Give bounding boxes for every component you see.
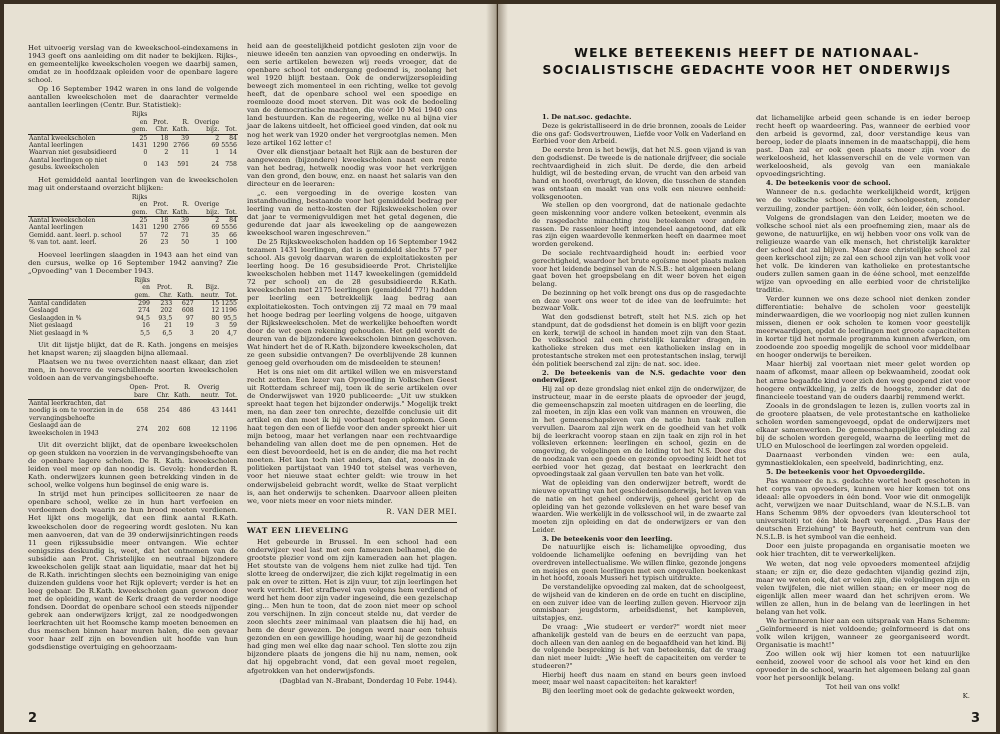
paragraph: De sociale rechtvaardigheid houdt in: eerbied voor gerechtigheid, waardoor het brute egoïsme moet plaats maken voor het leidende beginsel van de N.S.B.: het algemeen belang gaat boven het groepsbelang en dit weer boven het eigen belang. [532, 249, 746, 289]
table-header-row [28, 194, 238, 217]
paragraph: Deze is gekristalliseerd in de drie bronnen, zooals de Leider die ons gaf: Godsvertrouwen, Liefde voor Volk en Vaderland en Eerbied voor den Arbeid. [532, 121, 746, 146]
left-page [4, 4, 497, 732]
table-cell: 15 [195, 299, 220, 307]
table-cell: 100 [225, 239, 237, 247]
article-title: WAT EEN LIEVELING [247, 525, 349, 535]
paragraph: De verstandelijke opvoeding zal maken, dat de schoolgeest, de wijsheid van de kinderen en de orde en tucht en discipline, en een zuiver idee van de leerling zullen geven. Hiervoor zijn onmisbaar: jeugdstorm, arbeidsdienst, het kampleven, uitstapjes, enz. [532, 583, 746, 623]
statistics-table-2 [28, 194, 238, 247]
table-cell: 95,5 [223, 314, 237, 322]
table-cell: 254 [149, 400, 170, 423]
paragraph: Daarnaast verbonden vinden we: een aula, gymnastieklokalen, een speelveld, badinrichting, enz. [756, 450, 970, 467]
table-cell: Niet geslaagd in % [29, 329, 89, 337]
table-cell: 591 [177, 160, 190, 168]
table-cell: 93,5 [158, 314, 173, 322]
table-cell: 59 [229, 322, 237, 330]
table-cell: Aantal leerlingen [29, 224, 84, 232]
table-cell: 1441 [220, 400, 238, 423]
paragraph: We weten, dat nog vele opvoeders momenteel afzijdig staan; er zijn er, die deze gedachten vijandig gezind zijn, maar we weten ook, dat er velen zijn, die volgelingen zijn en velen twijfelen, die niet willen staan; en er meer nog de eigenlijk allen meer waard dan het schrijven erom. We willen ze allen, hun in de belang van de leerlingen in het belang van het volk. [756, 559, 970, 616]
table-cell: 69 [211, 142, 220, 149]
paragraph: We stellen op den voorgrond, dat de nationale gedachte geen miskenning voor andere volken beteekent, evenmin als de rasgedachte minachting zou beteekenen voor andere rassen. De rassenleer heeft integendeel aangetoond, dat elk ras zijn eigen waardevolle kenmerken heeft en daarmee moet worden gerekend. [532, 201, 746, 249]
table-cell: 5556 [221, 224, 237, 232]
table-header: R. Kath. [176, 284, 194, 299]
table-cell: 2 [190, 216, 220, 224]
paragraph: heid aan de geestelijkheid potdicht gesloten zijn voor de nieuwe ideeën ten aanzien van opvoeding en onderwijs. In een serie artikelen bewezen wij reeds vroeger, dat de openbare school tot ondergang gedoemd is, zoolang het wel 1920 blijft bestaan. Ook de onderwijzersopleiding beweegt zich momenteel in een richting, welke tot gevolg heeft, dat de openbare school wel een spoedige en roemlooze dood moet sterven. Dit was ook de bedoeling van de democratische machten, die vóór 10 Mei 1940 ons land bestuurden. Kan de regeering, welke nu al bijna vier jaar de lakens uitdeelt, het officieel goed vinden, dat ook nu nog het werk van 1920 onder het vergrootglas nemen. Men leze artikel 162 letter c! [247, 42, 458, 147]
table-cell: 25 [125, 216, 149, 224]
paragraph: Uit dit lijstje blijkt, dat de R. Kath. jongens en meisjes het knapst waren; zij slaagden bijna allemaal. [28, 340, 238, 357]
table-header [28, 277, 125, 300]
paragraph: Maar hierbij zal voortaan niet meer gelet worden op naam of afkomst, maar alleen op bekwaamheid, zoodat ook het arme begaafde kind voor zich den weg geopend ziet voor hoogere ontwikkeling, ja zelfs de hoogste, zonder dat de financieele toestand van de ouders daarbij remmend werkt. [756, 360, 970, 401]
right-page [498, 4, 996, 732]
table-cell: 84 [220, 134, 238, 142]
table-header: R. Kath. [172, 201, 190, 216]
paragraph: Hierbij heeft dus naam en stand en beurs geen invloed meer, maar wel naast capaciteiten: het karakter! [532, 670, 746, 687]
table-cell: 5,5 [140, 329, 150, 337]
table-cell: 66 [229, 231, 237, 239]
table-cell: 25 [125, 134, 149, 142]
table-header: Rijks en gem. [131, 111, 148, 134]
table-cell: 12 [211, 425, 220, 433]
table-cell: 24 [211, 160, 220, 168]
table-header: Prot. Chr. [154, 384, 170, 399]
table-cell: 23 [160, 239, 169, 247]
table-row [28, 299, 238, 307]
table-cell: Geslaagd aan de kweekscholen in 1943 [29, 422, 99, 437]
paragraph: Volgens de grondslagen van den Leider, moeten we de volksche school niet als een proefneming zien, maar als de gewone, de natuurlijke, en wij hebben voor ons volk van de religieuze waarde van elk mensch, het christelijk karakter der school dat zal blijven. Maar deze christelijke school zal geen kerkschool zijn; ze zal een school zijn van het volk voor het volk. De kinderen van katholieke en protestantsche ouders zullen samen gaan in de ééne school, met eenzelfde wijze van opvoeding en alle eerbied voor de christelijke traditie. [756, 213, 970, 294]
table-cell: 39 [169, 216, 190, 224]
table-cell: 50 [181, 239, 190, 247]
table-cell: % van tot. aant. leerl. [29, 239, 97, 247]
table-row [28, 330, 238, 337]
table-cell: 20 [211, 329, 220, 337]
table-header [28, 194, 125, 217]
table-header [28, 111, 125, 134]
article-body: Het gebeurde in Brussel. In een school had een onderwijzer veel last met een fameuzen belhamel, die de grootste plezier vond om zijn kameraden aan het plagen. Het stoutste van de volgens hem niet zulke had tijd. Ten slotte kreeg de onderwijzer, die zich kijkt regelmatig in een pak en over te zitten. Het is zijn vuur, tot zijn leerlingen het werk verricht. Het strafbevel van volgens hem verdiend of werd het hem door zijn vader ingeseind, die een gezelschap ging... Men hun te toon, dat de zoon niet meer op school zou verschijnen. In zijn conceut stelde nu, dat verder de zoon slechts zeer minimaal van plaatsen die hij had, en hem de deur gewezen. De jongen werd naar een tehuis gezonden en een gewillige houding, waar hij de gezondheid had ging men wel elke dag naar school. Ten slotte zou zijn bijzondere plaats de jongens die hij nu nam, nemen, ook dat hij opgebracht vond, dat een geval moet regelen, afgetrokken van het onderwijsfonds. [247, 537, 457, 675]
table-cell: 1290 [152, 142, 169, 149]
table-cell: 43 [192, 400, 221, 423]
table-cell: Aantal candidaten [28, 299, 125, 307]
table-header: Tot. [225, 208, 237, 216]
paragraph: De eerste bron is het bewijs, dat het N.S. geen vijand is van den godsdienst. De tweede is de nationale drijfveer, die sociale rechtvaardigheid in zich sluit. De derde, die den arbeid huldigt, wil de besteding ervan, de vrucht van den arbeid van hand en hoofd, overbrugt, de kloven, die tusschen de standen was ontstaan en maakt van ons volk een nieuwe eenheid: volksgenooten. [532, 146, 746, 201]
table-cell: 274 [138, 307, 150, 315]
paragraph: Hoeveel leerlingen slaagden in 1943 aan het eind van den cursus, welke op 16 September 1942 aanving? Zie „Opvoeding" van 1 December 1943. [28, 250, 238, 275]
table-cell: 143 [156, 160, 169, 168]
paragraph: De vraag: „Wie studeert er verder?" wordt niet meer afhankelijk gesteld van de beurs en de eerzucht van papa, doch alleen van den aanleg en de begaafdheid van het kind. Bij de volgende bespreking is het van beteekenis, dat de vraag dan niet meer luidt: „Wie heeft de capaciteiten om verder te studeeren?" [532, 623, 746, 670]
paragraph: Wat de opleiding van den onderwijzer betreft, wordt de nieuwe opvatting van het geschiedenisonderwijs, het leven van de natie en het geheel onderwijs, geheel gericht op de opleiding van het gezonde volksleven en het ware besef van waarden. Wie werkelijk in de volksschool wil, in de zwaarte zal moeten zijn opleiding en dat de onderwijzers er van den Leider. [532, 479, 746, 534]
article-divider [247, 522, 457, 523]
table-cell: 202 [160, 307, 173, 315]
table-header-row [28, 384, 238, 399]
table-row [28, 307, 238, 314]
table-cell: Gemidd. aant. leerl. p. school [29, 231, 122, 239]
left-column-1 [28, 44, 238, 652]
right-column-2 [756, 114, 970, 700]
table-header: Tot. [225, 126, 237, 134]
table-header: Rijks en gem. [134, 276, 150, 299]
table-cell: 57 [139, 231, 148, 239]
table-row [28, 400, 238, 423]
table-row [28, 157, 238, 172]
table-cell: 26 [139, 239, 148, 247]
table-cell: 21 [164, 322, 173, 330]
table-cell: 758 [225, 160, 237, 168]
table-cell: 5556 [221, 142, 237, 149]
page-number-left: 2 [28, 711, 38, 726]
table-cell: 233 [151, 299, 173, 307]
paragraph: Het is ons niet om dit artikel willen we en misverstand recht zetten. Een lezer van Opvoeding in Volkschen Geest uit Rotterdam schreef mij, toen ik de serie artikelen over de Onderwijswet van 1920 publiceerde: „Uit uw stukken spreekt haat tegen het bijzonder onderwijs." Mogelijk trekt men, na dan zeer ten onrechte, dezelfde conclusie uit dit artikel en dan moet ik bij voorbaat tegen opkomen. Geen haat tegen den een of liefde voor den ander spreekt hier uit mijn betoog, maar het verlangen naar een rechtvaardige behandeling van allen doet me de pen opnemen. Het de een diest bevoordeeld, het is en de ander, die ma het recht moeten. Het kan toch niet anders, dan dat, zooals in de politieken partijstaat van 1940 tot stelsel was verheven, voor het nieuwe staat echter geldt: wie trouw in het onderwijsbeleid gebracht wordt, welke de Staat verplicht is, aan het onderwijs te schenken. Daarvoor alleen pleiten we, voor niets meer en voor niets minder. [247, 367, 457, 505]
statistics-table-1 [28, 111, 238, 171]
table-cell: 84 [220, 216, 238, 224]
table-cell: 6,5 [162, 329, 173, 337]
table-cell: 1196 [221, 425, 237, 433]
table-row [28, 134, 238, 142]
table-row [28, 142, 238, 149]
table-cell: 608 [178, 425, 191, 433]
table-cell: 274 [136, 425, 149, 433]
table-header: Tot. [225, 291, 237, 299]
table-cell: 1431 [131, 142, 148, 149]
table-header: Bijz. neutr. [200, 284, 220, 299]
table-cell: 0 [143, 160, 148, 168]
table-cell: 0 [143, 149, 148, 157]
table-cell: Aantal kweekscholen [28, 134, 125, 142]
paragraph: Het gemiddeld aantal leerlingen van de kweekscholen mag uit onderstaand overzicht blijken: [28, 175, 238, 192]
table-cell: 14 [229, 149, 237, 157]
section-heading: 3. De beteekenis voor den leerling. [542, 534, 673, 543]
intro-paragraph: Het uitvoerig verslag van de kweekschool-eindexamens in 1943 geeft ons aanleiding om dit nader te bekijken. Rijks-, en gemeentelijke kweekscholen voegen we daarbij samen, omdat ze in hoofdzaak opleiden voor de openbare lagere school. [28, 44, 238, 85]
table-row [28, 322, 238, 329]
table-row [28, 224, 238, 231]
paragraph: Zooals in de grondslagen te lezen is, zullen voorts zal in de grootere plaatsen, de vele protestantsche en katholieke scholen worden samengevoegd, opdat de onderwijzers met elkaar samenwerken. De gemeenschappelijke opleiding zal bij de scholen worden geregeld, waarna de leerling met de ULO en Muloschool de leerlingen zal worden opgeleid. [756, 401, 970, 450]
table-cell: 1196 [221, 307, 237, 315]
table-cell: 299 [125, 299, 151, 307]
table-cell: 1 [215, 239, 220, 247]
table-header: Prot. Chr. [153, 118, 169, 134]
table-header-row [28, 277, 238, 300]
table-cell: 3 [215, 322, 220, 330]
right-column-1 [532, 114, 746, 697]
table-cell: 72 [160, 231, 169, 239]
table-cell: 94,5 [136, 314, 150, 322]
table-cell: 1290 [152, 224, 169, 232]
paragraph: We herinneren hier aan een uitspraak van Hans Schemm: „Geïnformeerd is niet voldoende; geïnformeerd is dat ons volk wilen krijgen, wanneer ze georganiseerd wordt. Organisatie is macht!" [756, 616, 970, 649]
table-cell: 69 [211, 224, 220, 232]
table-cell: 71 [181, 231, 190, 239]
table-cell: Geslaagd [29, 307, 59, 315]
table-row [28, 315, 238, 322]
table-cell: Waarvan niet gesubsidieerd [29, 149, 117, 157]
table-header: Open-bare [129, 384, 149, 399]
section-heading: 5. De beteekenis voor het Opvoedergilde. [766, 468, 926, 477]
paragraph: Wanneer de n.s. gedachte werkelijkheid wordt, krijgen we de volksche school, zonder schoolgeesten, zonder verzuiling, zonder partijen: één volk, één leider, één school. [756, 188, 970, 213]
paragraph: De bezinning op het volk brengt ons dus op de rasgedachte en deze voert ons weer tot de idee van de leefruimte: het bezwaar Volk. [532, 288, 746, 313]
table-header: Prot. Chr. [153, 201, 169, 216]
table-row [28, 232, 238, 239]
table-cell: 658 [125, 400, 150, 423]
table-cell: 97 [185, 314, 194, 322]
article-headline: WELKE BETEEKENIS HEEFT DE NATIONAAL-SOCIALISTISCHE GEDACHTE VOOR HET ONDERWIJS [542, 45, 952, 77]
author-initial: K. [962, 692, 970, 701]
paragraph: De natuurlijke eisch is: lichamelijke opvoeding, dus voldoende lichamelijke oefening en bevrijding van het overdreven intellectualisme. We willen flinke, gezonde jongens en meisjes en geen leerlingen met een ongevallen boekenkast in het hoofd, zooals Musseri het typisch uitdrukte. [532, 543, 746, 583]
paragraph: Zoo willen ook wij hier komen tot een natuurlijke eenheid, zoowel voor de school als voor het kind en den opvoeder in de school, waarin het algemeen belang zal gaan voor het persoonlijk belang. [756, 650, 970, 683]
paragraph: Over elk dienstjaar betaalt het Rijk aan de besturen der aangewezen (bijzondere) kweekscholen naast een rente van het bedrag, hetwelk noodig was voor het verkrijgen van den grond, den bouw, enz. en naast het salaris van den directeur en de leeraren: [247, 147, 457, 188]
table-header: Rijks en gem. [131, 193, 148, 216]
table-cell: 1 [215, 149, 220, 157]
paragraph: Hij zal op deze grondslag niet enkel zijn de onderwijzer, de instructeur, maar in de eerste plaats de opvoeder der jeugd, die gemeenschapszin zal moeten uitdragen en de leerling, die zal moeten, in zijn klas een volk van mannen en vrouwen, die in het gemeenschapsleven van de natie hun taak zullen vervullen. Daarom zal zijn werk en de goedheid van het volk bij de leerkracht voorop staan en zijn taak en zijn rol in het volksleven erkennen: leerlingen en school, gezin en de omgeving, de volgelingen en de leiding tot het N.S. Door dus de noodzaak van een goede en gezonde opvoeding leidt het tot eerbied voor het gezag, dat bestaat en leerkracht den opvoedingstaak zal gaan vervullen ten bate van het volk. [532, 385, 746, 479]
paragraph: Bij den leerling moet ook de gedachte gekweekt worden, [542, 687, 735, 696]
table-cell: 627 [173, 299, 195, 307]
table-cell: 3 [189, 329, 194, 337]
table-cell: 202 [157, 425, 170, 433]
page-number-right: 3 [970, 711, 980, 726]
table-header: Overige bijz. [194, 118, 220, 134]
table-cell: 486 [171, 400, 192, 423]
author-signature: R. VAN DER MEI. [386, 507, 457, 516]
table-cell: 608 [181, 307, 194, 315]
table-cell: Aantal leerlingen op niet gesubs. kweekscholen [29, 156, 107, 172]
table-cell: Aantal leerlingen [29, 142, 84, 149]
table-cell: 2766 [173, 224, 190, 232]
paragraph: Verder kunnen we ons deze school niet denken zonder differentiatie: behalve de scholen voor geestelijk minderwaardigen, die we voorloopig nog niet zullen kunnen missen, dienen er ook scholen te komen voor geestelijk meerwaardigen, opdat de leerlingen met groote capaciteiten in korter tijd het normale programma kunnen afwerken, om zoodoende zoo spoedig mogelijk de school voor middelbaar en hooger onderwijs te bereiken. [756, 295, 970, 360]
closing-salute: Tot heil van ons volk! [825, 683, 901, 692]
table-cell: Aantal leerkrachten, dat noodig is om te voorzien in de vervangingsbehoefte [29, 400, 124, 422]
paragraph: Uit dit overzicht blijkt, dat de openbare kweekscholen op geen stukken na voorzien in de vervangingsbehoefte van de openbare lagere scholen. De R. Kath. kweekscholen leiden veel meer op dan noodig is. Gevolg: honderden R. Kath. onderwijzers kunnen geen betrekking vinden in de school, welke volgens hun beginsel de enig ware is. [28, 441, 238, 490]
table-header: R. Kath. [173, 384, 191, 399]
table-row [28, 149, 238, 156]
section-heading: 2. De beteekenis van de N.S. gedachte voor den onderwijzer. [532, 368, 746, 385]
table-row [28, 422, 238, 437]
table-cell: 39 [169, 134, 190, 142]
table-cell: 2 [190, 134, 220, 142]
table-cell: 1255 [221, 299, 237, 307]
table-header-row [28, 111, 238, 134]
table-cell: 2766 [173, 142, 190, 149]
table-cell: Niet geslaagd [29, 322, 73, 330]
section-heading: 1. De nat.soc. gedachte. [542, 113, 632, 121]
paragraph: Plaatsen we nu twee overzichten naast elkaar, dan ziet men, in hoeverre de verschillende soorten kweekscholen voldoen aan de vervangingsbehoefte. [28, 358, 238, 383]
table-cell: 11 [181, 149, 190, 157]
left-column-2 [247, 42, 457, 685]
table-cell: 1431 [131, 224, 148, 232]
statistics-table-3 [28, 277, 238, 337]
table-header: Overige bijz. [194, 201, 220, 216]
paragraph: Op 16 September 1942 waren in ons land de volgende aantallen kweekscholen met de daarachter vermelde aantallen leerlingen (Centr. Bur. Statistiek): [28, 85, 238, 110]
section-heading: 4. De beteekenis voor de school. [766, 179, 891, 188]
table-header: Prot. Chr. [156, 284, 173, 299]
table-cell: 18 [148, 216, 169, 224]
table-header: Overig neutr. [198, 384, 220, 399]
paragraph: Door een juiste propaganda en organisatie moeten we ook hier trachten, dit te verwerkelijken. [756, 542, 970, 559]
quotation: „c. een vergoeding in de overige kosten van instandhouding, bestaande voor het gemiddeld bedrag per leerling van de netto-kosten der Rijkskweekscholen over dat jaar te vermenigvuldigen met het getal degenen, die gedurende dat jaar als kweekeling op de aangewezen kweekschool waren ingeschreven." [247, 188, 457, 238]
paragraph: Pas wanneer de n.s. gedachte wortel heeft geschoten in het corps van opvoeders, kunnen we hier komen tot ons ideaal: alle opvoeders in één bond. Voor wie dit onmogelijk acht, verwijzen we naar Duitschland, waar de N.S.L.B. van Hans Schemm 98% der opvoeders (van kleuterschool tot universiteit) tot één blok heeft vereenigd. „Das Haus der deutschen Erziehung" te Bayreuth, het centrum van den N.S.L.B. is het symbool van die eenheid. [756, 477, 970, 542]
paragraph: De 25 Rijkskweekscholen hadden op 16 September 1942 tezamen 1431 leerlingen, dat is gemiddeld slechts 57 per school. Als gevolg daarvan waren de exploitatiekosten per leerling hoog. De 16 gesubsidieerde Prot. Christelijke kweekscholen hebben met 1147 kweekelingen (gemiddeld 72 per school) en de 28 gesubsidieerde R.Kath. kweekscholen met 2175 leerlingen (gemiddeld 77!) hadden per leerling een betrekkelijk laag bedrag aan exploitatiekosten. Toch ontvingen zij 72 maal en 79 maal het hooge bedrag per leerling volgens de hooge, uitgaven der Rijkskweekscholen. Met de werkelijke behoeften wordt door de wet geen rekening gehouden. Het geld wordt de deuren van de bijzondere kweekscholen binnen geschoven. Wat hindert het de of R.Kath. bijzondere kweekscholen, dat ze geen subsidie ontvangen? De overblijvende 28 kunnen genoeg geld overhouden om de misdeelden te steunen! [247, 238, 457, 367]
table-cell: 16 [142, 322, 150, 330]
table-cell: 19 [185, 322, 194, 330]
paragraph: In strijd met hun principes solliciteeren ze naar de openbare school, welke ze in hun hart verfoeien en verdoemen doch waarin ze hun brood moeten verdienen. Het lijkt ons mogelijk, dat een flink aantal R.Kath. kweekscholen door de regeering wordt gesloten. Nu kan men aanvoeren, dat van de 39 onderwijsinrichtingen reeds 11 geen rijkssubsidie meer ontvangen. Wie echter eenigszins deskundig is, weet, dat het ontnemen van de subsidie aan Prot. Christelijke en neutraal bijzondere kweekscholen gelijk staat aan liquidatie, maar dat het bij de R.Kath. inrichtingen slechts een beznoiniging van enige duizenden guldens voor het Rijk oplevert; verder is het en leeg gebaar. De R.Kath. kweekscholen gaan gewoon door met de opleiding, want de Kerk draagt de verder noodige fondsen. Doordat de openbare school een steeds nijpender gebrek aan onderwijzers krijgt, zal ze noodgedwongen leerkrachten uit het Roomsche kamp moeten benoemen en dus menschen binnen haar muren halen, die een gevaar voor haar zelf zijn en bovendien uit hoofde van hun godsdienstige overtuiging en gehoorzaam- [28, 490, 238, 652]
table-row [28, 216, 238, 224]
table-cell: 18 [148, 134, 169, 142]
table-cell: Aantal kweekscholen [28, 216, 125, 224]
paragraph: dat lichamelijke arbeid geen schande is en ieder beroep recht heeft op waardeering. Pas, wanneer de eerbied voor den arbeid is gevormd, zal, door verstandige keus van beroep, ieder de plaats innemen in de maatschappij, die hem past. Dan zal er ook geen plaats meer zijn voor de werkeloosheid, het klassenverschil en de vele vormen van werkeloosheid, als gevolg van een maniakale opvoedingsrichting. [756, 114, 970, 179]
table-cell: 4,7 [227, 329, 237, 337]
table-cell: 12 [211, 307, 220, 315]
statistics-table-4 [28, 384, 238, 437]
table-cell: Geslaagden in % [29, 314, 82, 322]
article-source-credit: (Dagblad van N.-Brabant, Donderdag 10 Febr. 1944). [279, 676, 457, 685]
paragraph: Wat den godsdienst betreft, stelt het N.S. zich op het standpunt, dat de godsdienst het domein is en blijft voor gezin en kerk, terwijl de school in handen moet zijn van den Staat. De volksschool zal een christelijk karakter dragen, in katholieke streken dus met een katholieken inslag en in protestantsche streken met een protestantschen inslag, terwijl één politiek beerschend zal zijn: de nat. soc. idee. [532, 313, 746, 368]
table-header: R. Kath. [172, 118, 190, 134]
table-row [28, 239, 238, 246]
table-header: Tot. [225, 391, 237, 399]
table-cell: 35 [211, 231, 220, 239]
table-cell: 80 [211, 314, 220, 322]
table-cell: 2 [164, 149, 169, 157]
table-header [28, 384, 125, 399]
